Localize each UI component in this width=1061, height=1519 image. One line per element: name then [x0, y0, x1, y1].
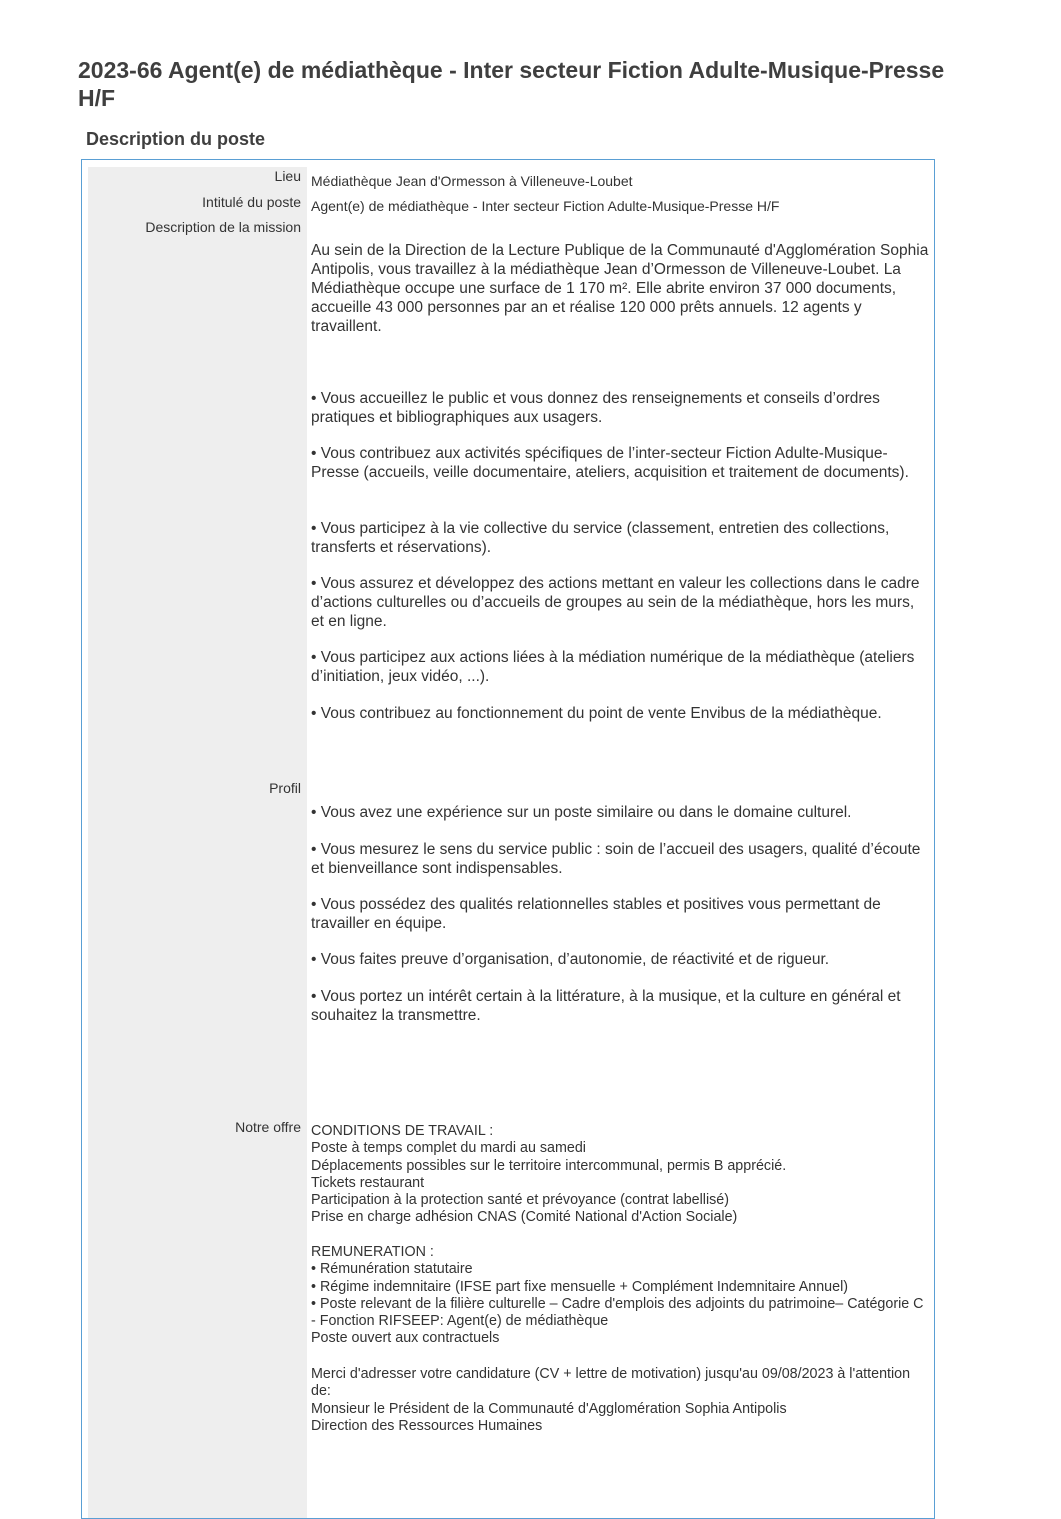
- mission-item: • Vous participez aux actions liées à la médiation numérique de la médiathèque (ateliers d’initiation, jeux vidéo, ...).: [311, 649, 915, 685]
- profil-item: • Vous possédez des qualités relationnelles stables et positives vous permettant de travailler en équipe.: [311, 896, 881, 932]
- label-lieu: Lieu: [274, 168, 301, 184]
- mission-intro: Au sein de la Direction de la Lecture Publique de la Communauté d'Agglomération Sophia Antipolis, vous travaillez à la médiathèque Jean d’Ormesson de Villeneuve-Loubet. La Médiathèque occupe une surface de 1 170 m². Elle abrite environ 37 000 documents, accueille 43 000 personnes par an et réalise 120 000 prêts annuels. 12 agents y travaillent.: [311, 242, 929, 335]
- conditions-title: CONDITIONS DE TRAVAIL :: [311, 1123, 494, 1139]
- candidature-line: Direction des Ressources Humaines: [311, 1417, 543, 1434]
- candidature-line: Merci d'adresser votre candidature (CV + lettre de motivation) jusqu'au 09/08/2023 à l'attention de:: [311, 1366, 911, 1400]
- label-mission: Description de la mission: [145, 219, 301, 235]
- profil-item: • Vous portez un intérêt certain à la littérature, à la musique, et la culture en général et souhaitez la transmettre.: [311, 988, 901, 1024]
- condition-line: Poste à temps complet du mardi au samedi: [311, 1140, 586, 1157]
- mission-item: • Vous contribuez aux activités spécifiques de l’inter-secteur Fiction Adulte-Musique-Presse (accueils, veille documentaire, ateliers, acquisition et traitement de documents).: [311, 445, 909, 481]
- condition-line: Participation à la protection santé et prévoyance (contrat labellisé): [311, 1192, 730, 1209]
- candidature-line: Monsieur le Président de la Communauté d'Agglomération Sophia Antipolis: [311, 1400, 787, 1417]
- mission-item: • Vous participez à la vie collective du service (classement, entretien des collections, transferts et réservations).: [311, 520, 890, 556]
- remuneration-title: REMUNERATION :: [311, 1244, 434, 1260]
- remuneration-line: Poste ouvert aux contractuels: [311, 1330, 500, 1347]
- offre-candidature: [311, 1366, 931, 1435]
- value-lieu: Médiathèque Jean d'Ormesson à Villeneuve-Loubet: [311, 173, 633, 189]
- label-profil: Profil: [269, 780, 301, 796]
- page-title: 2023-66 Agent(e) de médiathèque - Inter secteur Fiction Adulte-Musique-Presse H/F: [78, 57, 945, 111]
- condition-line: Déplacements possibles sur le territoire intercommunal, permis B apprécié.: [311, 1157, 787, 1174]
- condition-line: Prise en charge adhésion CNAS (Comité National d'Action Sociale): [311, 1209, 738, 1226]
- condition-line: Tickets restaurant: [311, 1174, 425, 1191]
- profil-item: • Vous avez une expérience sur un poste similaire ou dans le domaine culturel.: [311, 804, 852, 821]
- mission-item: • Vous accueillez le public et vous donnez des renseignements et conseils d’ordres pratiques et bibliographiques aux usagers.: [311, 390, 880, 426]
- remuneration-line: • Poste relevant de la filière culturelle – Cadre d'emplois des adjoints du patrimoine– Catégorie C - Fonction RIFSEEP: Agent(e) de médiathèque: [311, 1295, 924, 1330]
- value-intitule: Agent(e) de médiathèque - Inter secteur Fiction Adulte-Musique-Presse H/F: [311, 198, 780, 214]
- mission-item: • Vous contribuez au fonctionnement du point de vente Envibus de la médiathèque.: [311, 705, 882, 722]
- profil-item: • Vous faites preuve d’organisation, d’autonomie, de réactivité et de rigueur.: [311, 951, 830, 968]
- label-column: [88, 167, 307, 1518]
- mission-item: • Vous assurez et développez des actions mettant en valeur les collections dans le cadre d’actions culturelles ou d’accueils de groupes au sein de la médiathèque, hors les murs, et en ligne.: [311, 575, 920, 630]
- offre-remuneration: [311, 1244, 931, 1348]
- label-intitule: Intitulé du poste: [202, 194, 301, 210]
- profil-item: • Vous mesurez le sens du service public : soin de l’accueil des usagers, qualité d’écoute et bienveillance sont indispensables.: [311, 841, 921, 877]
- section-title: Description du poste: [86, 129, 266, 149]
- remuneration-line: • Rémunération statutaire: [311, 1261, 473, 1278]
- offre-conditions: [311, 1123, 931, 1227]
- label-offre: Notre offre: [235, 1119, 301, 1135]
- remuneration-line: • Régime indemnitaire (IFSE part fixe mensuelle + Complément Indemnitaire Annuel): [311, 1278, 849, 1295]
